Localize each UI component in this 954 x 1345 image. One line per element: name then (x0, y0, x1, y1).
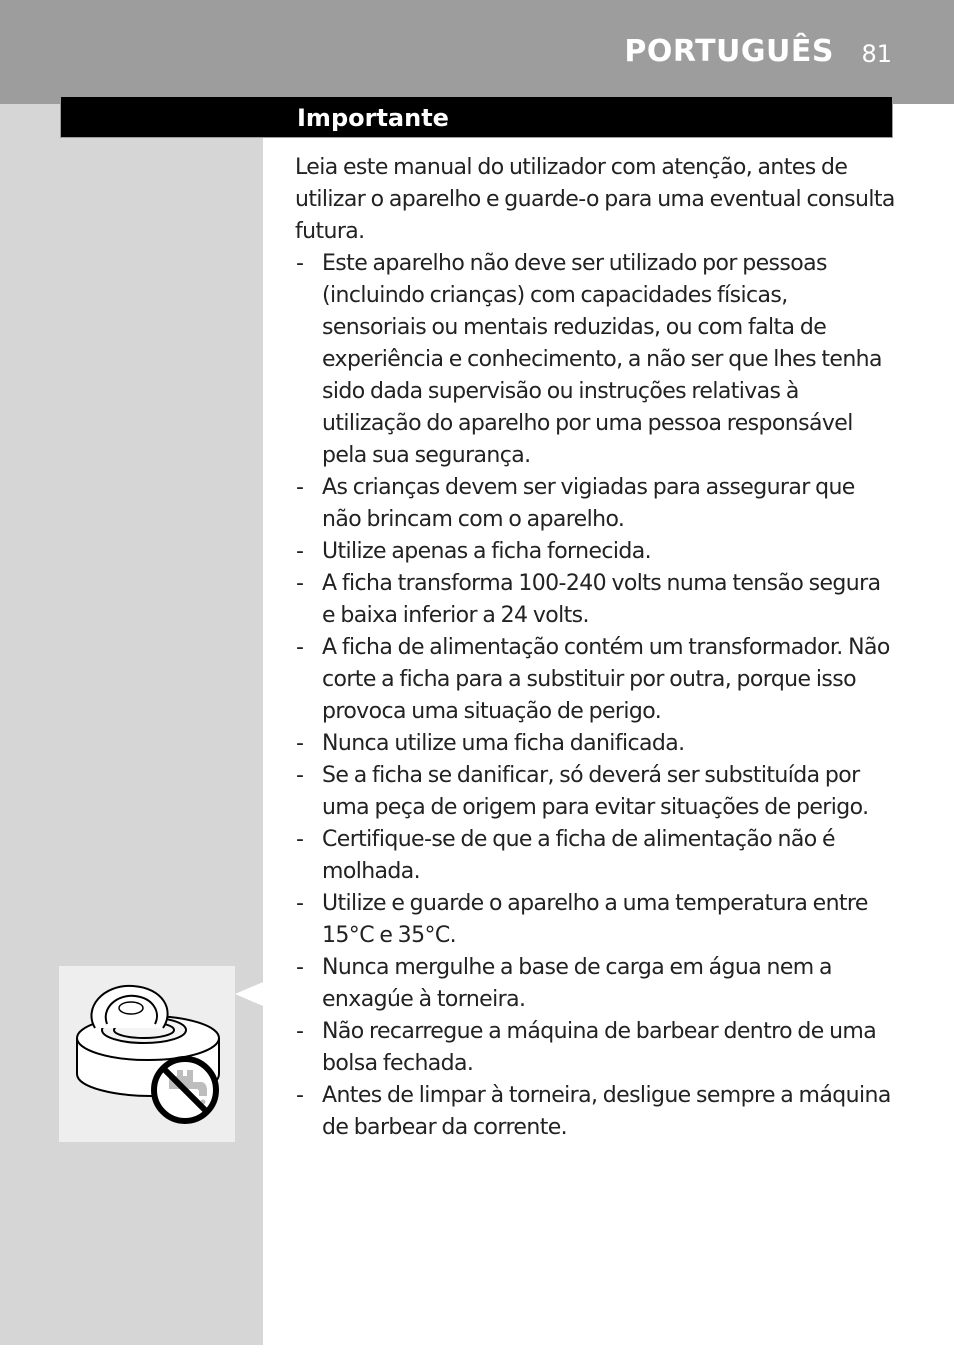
bullet-marker: - (296, 475, 304, 500)
list-item (295, 568, 895, 632)
illustration-pointer (235, 982, 263, 1006)
bullet-marker: - (296, 1083, 304, 1108)
list-item (295, 536, 895, 568)
list-item-text: Nunca utilize uma ficha danificada. (322, 731, 685, 756)
list-item-text: Não recarregue a máquina de barbear dentro de uma bolsa fechada. (322, 1019, 877, 1076)
bullet-marker: - (296, 891, 304, 916)
list-item (295, 888, 895, 952)
charging-stand-illustration (59, 966, 235, 1142)
list-item-text: Antes de limpar à torneira, desligue sempre a máquina de barbear da corrente. (322, 1083, 891, 1140)
list-item (295, 472, 895, 536)
list-item-text: Nunca mergulhe a base de carga em água nem a enxagúe à torneira. (322, 955, 832, 1012)
bullet-marker: - (296, 1019, 304, 1044)
list-item-text: Se a ficha se danificar, só deverá ser substituída por uma peça de origem para evitar situações de perigo. (322, 763, 869, 820)
list-item (295, 760, 895, 824)
section-header-bar (60, 96, 893, 138)
no-tap-water-icon (154, 1059, 216, 1121)
list-item (295, 952, 895, 1016)
list-item-text: Utilize apenas a ficha fornecida. (322, 539, 652, 564)
list-item-text: Certifique-se de que a ficha de alimentação não é molhada. (322, 827, 835, 884)
bullet-marker: - (296, 955, 304, 980)
bullet-marker: - (296, 635, 304, 660)
bullet-marker: - (296, 731, 304, 756)
intro-paragraph: Leia este manual do utilizador com atenção, antes de utilizar o aparelho e guarde-o para uma eventual consulta futura. (295, 155, 895, 244)
page-number: 81 (861, 40, 892, 68)
bullet-marker: - (296, 539, 304, 564)
list-item-text: Este aparelho não deve ser utilizado por pessoas (incluindo crianças) com capacidades físicas, sensoriais ou mentais reduzidas, ou com falta de experiência e conhecimento, a não ser que lhes tenha sido dada supervisão ou instruções relativas à utilização do aparelho por uma pessoa responsável pela sua segurança. (322, 251, 882, 468)
bullet-marker: - (296, 571, 304, 596)
list-item (295, 248, 895, 472)
list-item-text: Utilize e guarde o aparelho a uma temperatura entre 15°C e 35°C. (322, 891, 868, 948)
bullet-marker: - (296, 827, 304, 852)
list-item-text: A ficha de alimentação contém um transformador. Não corte a ficha para a substituir por outra, porque isso provoca uma situação de perigo. (322, 635, 890, 724)
list-item (295, 632, 895, 728)
list-item (295, 1016, 895, 1080)
safety-list (295, 248, 895, 1144)
list-item-text: A ficha transforma 100-240 volts numa tensão segura e baixa inferior a 24 volts. (322, 571, 881, 628)
main-content (295, 152, 895, 1144)
list-item (295, 1080, 895, 1144)
list-item (295, 728, 895, 760)
list-item-text: As crianças devem ser vigiadas para assegurar que não brincam com o aparelho. (322, 475, 855, 532)
left-margin-column (0, 104, 263, 1345)
bullet-marker: - (296, 763, 304, 788)
list-item (295, 824, 895, 888)
illustration-panel (59, 966, 235, 1142)
section-title: Importante (297, 104, 449, 132)
bullet-marker: - (296, 251, 304, 276)
header-language: PORTUGUÊS (624, 34, 834, 69)
